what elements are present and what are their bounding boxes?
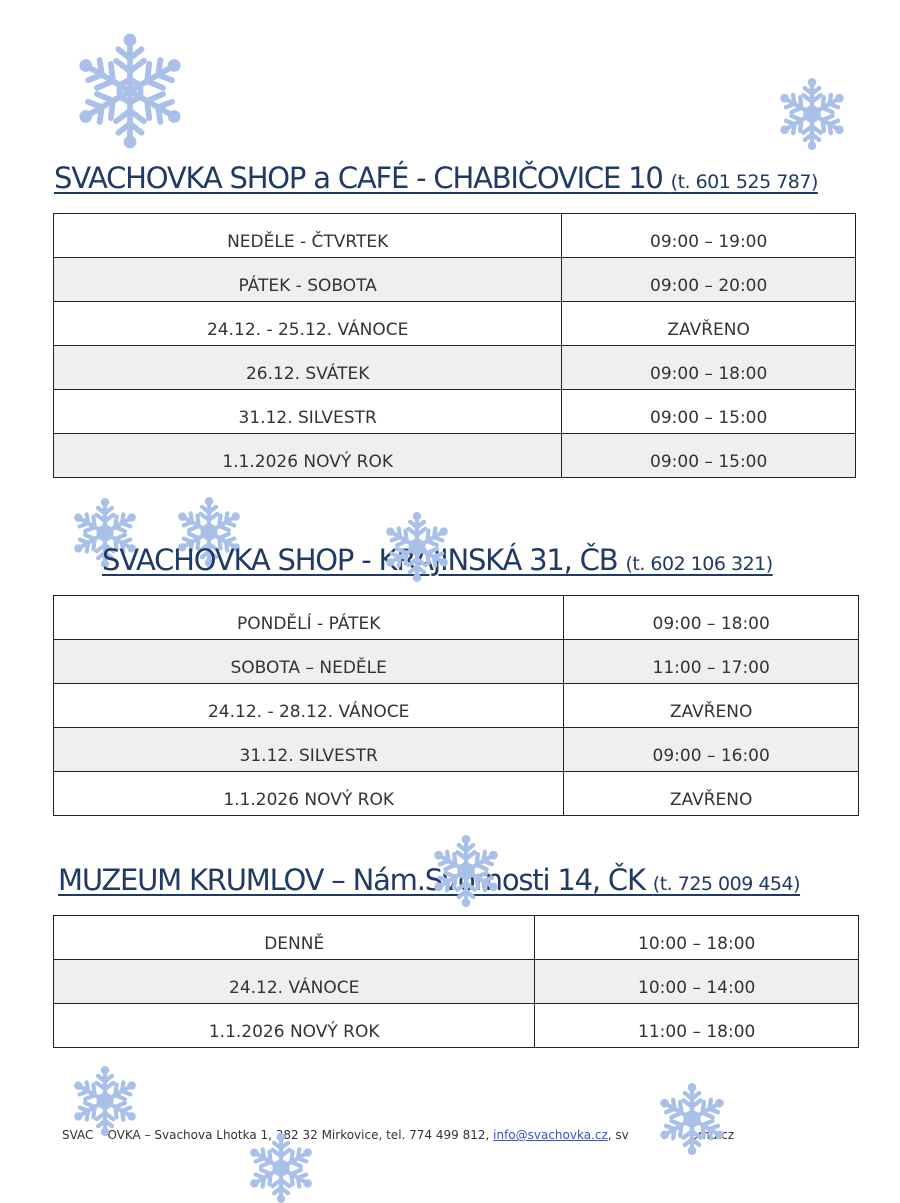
hours-cell: 09:00 – 19:00 [562,214,856,258]
snowflake-icon [656,1083,728,1155]
day-cell: 31.12. SILVESTR [54,390,562,434]
table-row [54,258,856,302]
table-row [54,772,859,816]
snowflake-icon [382,512,452,582]
hours-cell: 11:00 – 18:00 [535,1004,859,1048]
hours-cell: 09:00 – 15:00 [562,390,856,434]
day-cell: PÁTEK - SOBOTA [54,258,562,302]
hours-cell: ZAVŘENO [564,684,859,728]
hours-cell: 10:00 – 14:00 [535,960,859,1004]
hours-table [53,915,859,1048]
table-row [54,390,856,434]
snowflake-icon [70,1066,140,1136]
hours-cell: 09:00 – 16:00 [564,728,859,772]
footer-text-start: SVAC [62,1128,94,1142]
table-row [54,640,859,684]
day-cell: 31.12. SILVESTR [54,728,564,772]
footer-address: OVKA – Svachova Lhotka 1, 382 32 Mirkovice, tel. 774 499 812, [107,1128,494,1142]
hours-cell: 09:00 – 18:00 [562,346,856,390]
day-cell: 24.12. - 25.12. VÁNOCE [54,302,562,346]
table-row [54,916,859,960]
day-cell: 1.1.2026 NOVÝ ROK [54,1004,535,1048]
snowflake-icon [72,33,188,149]
footer-email-link[interactable]: info@svachovka.cz [493,1128,608,1142]
section-phone: (t. 601 525 787) [670,171,818,193]
hours-cell: 09:00 – 18:00 [564,596,859,640]
section-heading [54,160,818,200]
day-cell: 24.12. VÁNOCE [54,960,535,1004]
table-row [54,214,856,258]
table-row [54,434,856,478]
section-title: SVACHOVKA SHOP - KRAJINSKÁ 31, ČB [102,543,618,577]
section-title: MUZEUM KRUMLOV – Nám.Svornosti 14, ČK [58,863,645,897]
footer-web-tail: omu.cz [690,1128,735,1142]
section-phone: (t. 725 009 454) [652,873,801,895]
hours-table [53,595,859,816]
hours-cell: 11:00 – 17:00 [564,640,859,684]
snowflake-icon [246,1133,316,1203]
day-cell: PONDĚLÍ - PÁTEK [54,596,564,640]
day-cell: 1.1.2026 NOVÝ ROK [54,772,564,816]
day-cell: DENNĚ [54,916,535,960]
table-row [54,596,859,640]
section-title: SVACHOVKA SHOP a CAFÉ - CHABIČOVICE 10 [54,161,663,195]
snowflake-icon [776,78,848,150]
hours-cell: 10:00 – 18:00 [535,916,859,960]
table-row [54,302,856,346]
hours-cell: 09:00 – 15:00 [562,434,856,478]
hours-cell: 09:00 – 20:00 [562,258,856,302]
hours-table [53,213,856,478]
day-cell: 26.12. SVÁTEK [54,346,562,390]
hours-cell: ZAVŘENO [564,772,859,816]
footer-text-after: , sv [607,1128,629,1142]
day-cell: 1.1.2026 NOVÝ ROK [54,434,562,478]
day-cell: 24.12. - 28.12. VÁNOCE [54,684,564,728]
snowflake-icon [430,835,502,907]
hours-cell: ZAVŘENO [562,302,856,346]
footer [62,1128,734,1142]
section-phone: (t. 602 106 321) [625,553,773,575]
day-cell: SOBOTA – NEDĚLE [54,640,564,684]
table-row [54,346,856,390]
table-row [54,1004,859,1048]
table-row [54,684,859,728]
table-row [54,960,859,1004]
table-row [54,728,859,772]
day-cell: NEDĚLE - ČTVRTEK [54,214,562,258]
